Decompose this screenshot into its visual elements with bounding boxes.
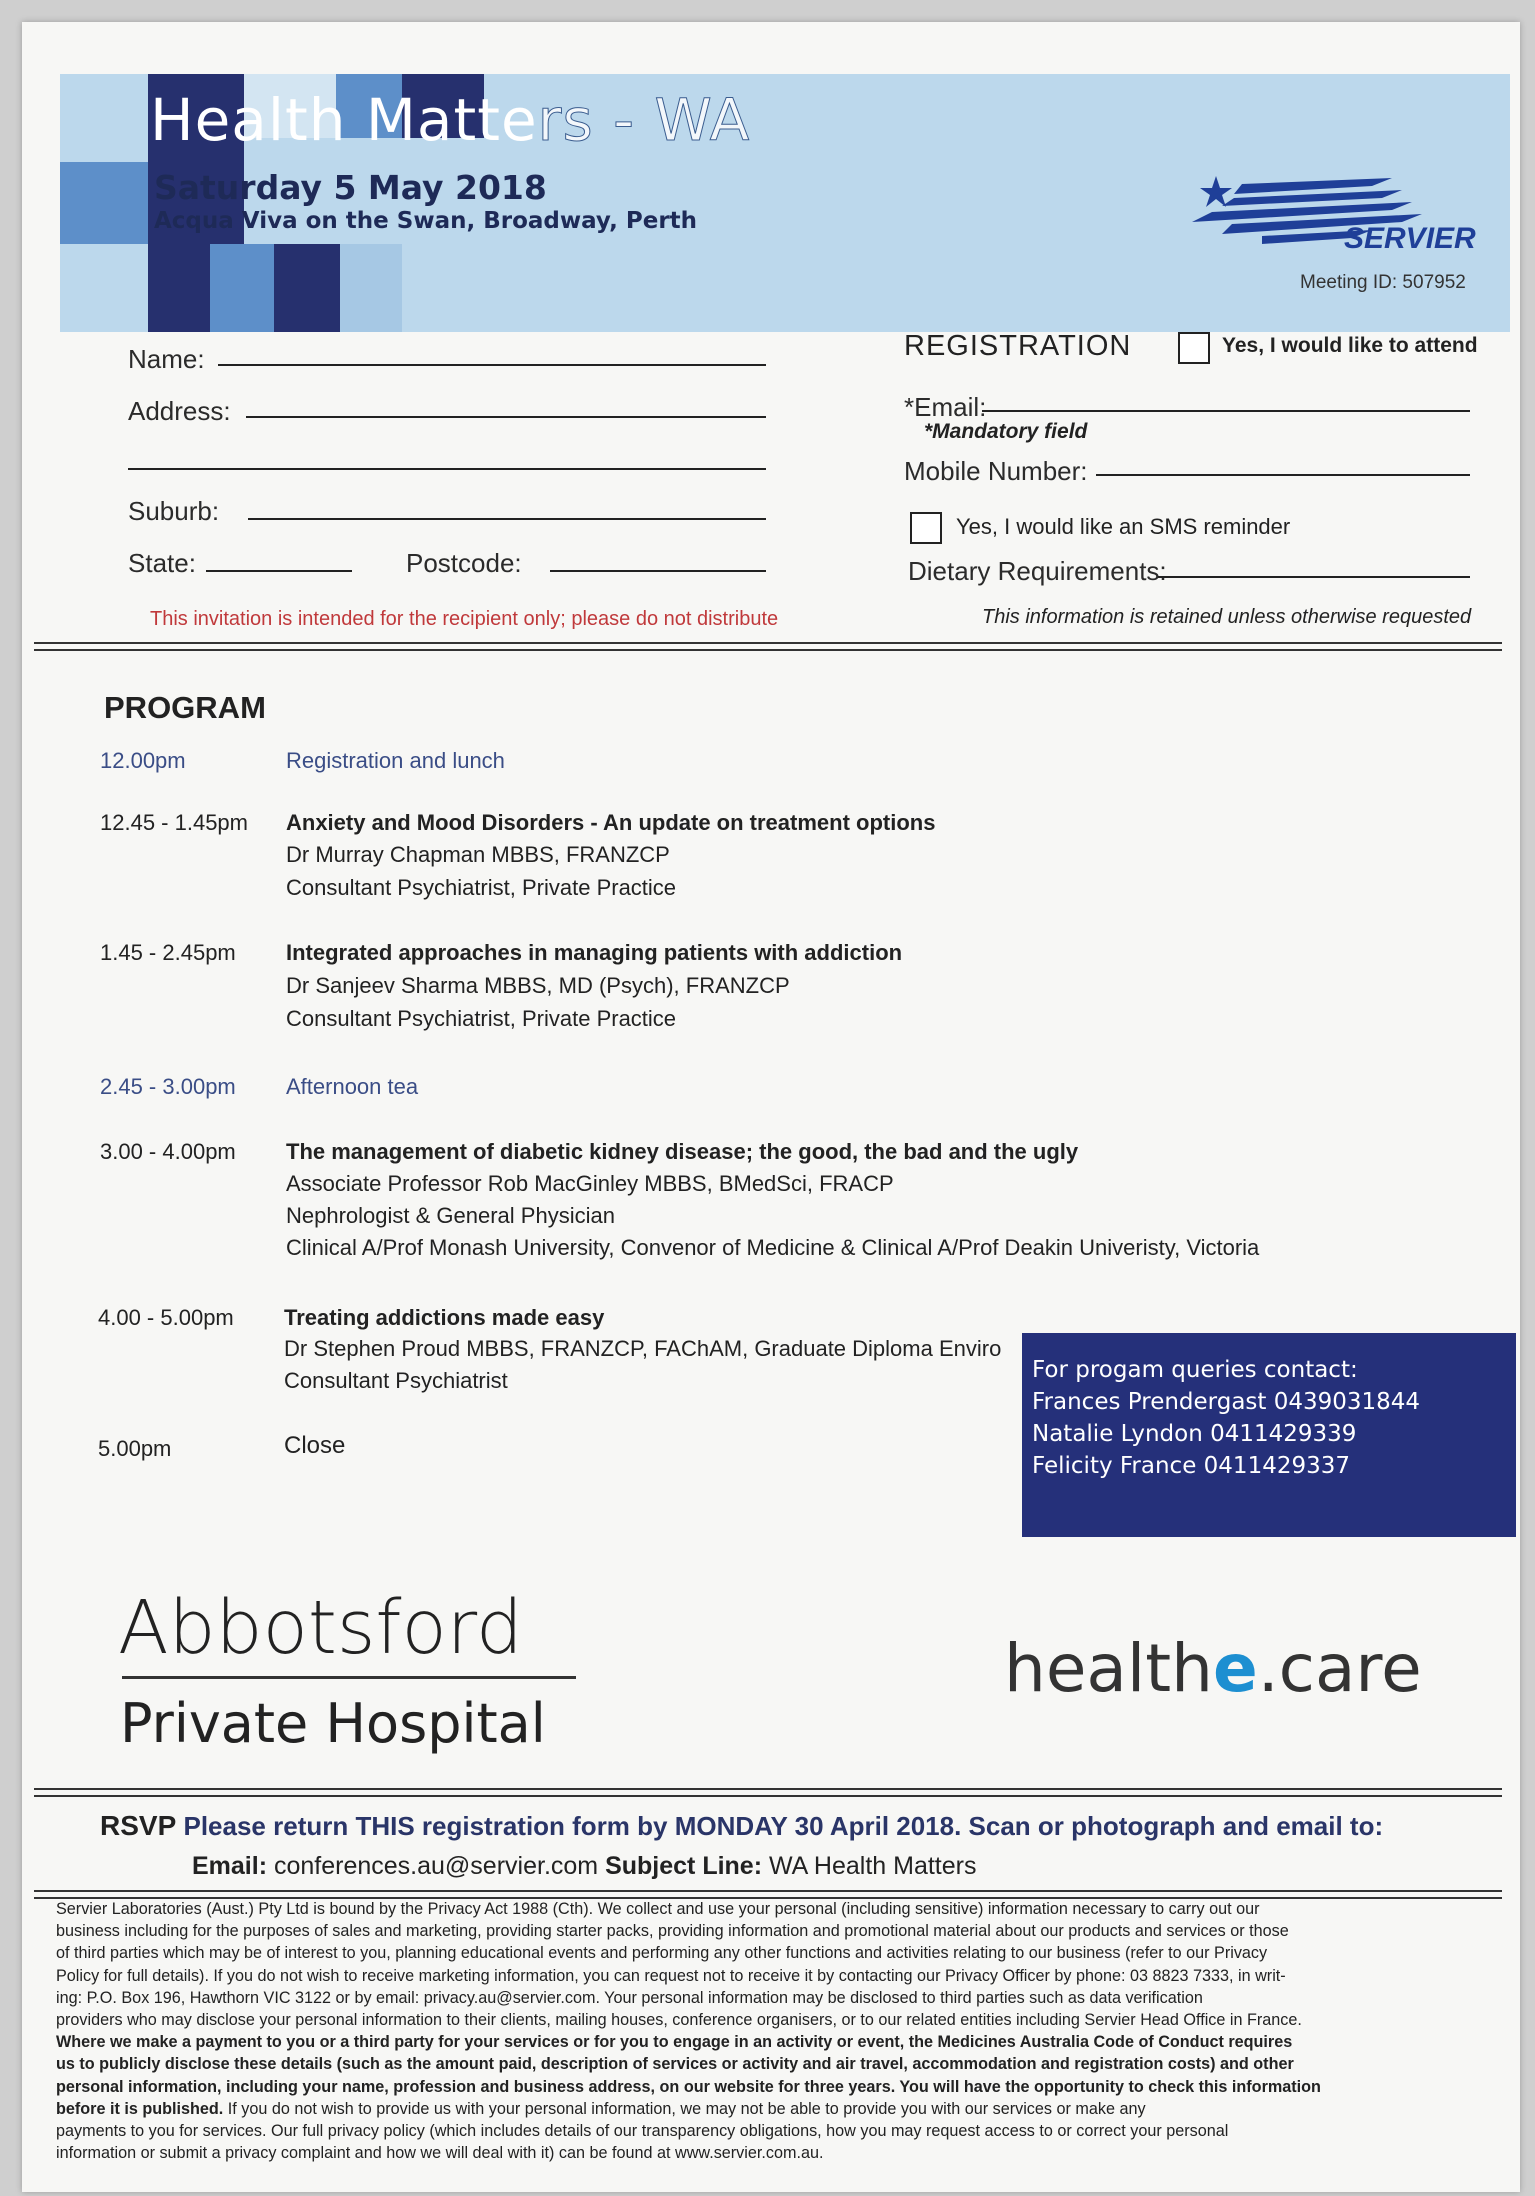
paper-sheet bbox=[22, 22, 1520, 2192]
contact-box bbox=[1022, 1333, 1516, 1537]
privacy-line: of third parties which may be of interest to you, planning educational events and performing any other functions and activities relating to our business (refer to our Privacy bbox=[56, 1944, 1268, 1963]
abbotsford-logo-sub: Private Hospital bbox=[120, 1692, 546, 1755]
program-line: Dr Sanjeev Sharma MBBS, MD (Psych), FRANZCP bbox=[286, 973, 790, 998]
privacy-line-part: before it is published. bbox=[56, 2099, 224, 2118]
program-time: 12.00pm bbox=[100, 748, 186, 773]
banner-square bbox=[340, 244, 402, 332]
name-field[interactable] bbox=[218, 364, 766, 366]
abbotsford-logo-rule bbox=[122, 1676, 576, 1679]
program-time: 2.45 - 3.00pm bbox=[100, 1074, 236, 1099]
section-divider bbox=[34, 642, 1502, 651]
banner-square bbox=[210, 244, 274, 332]
servier-logo-text: SERVIER bbox=[1344, 222, 1476, 255]
event-title-part: rs - WA bbox=[537, 86, 751, 154]
mandatory-note: *Mandatory field bbox=[924, 420, 1088, 443]
program-line: Registration and lunch bbox=[286, 748, 505, 773]
privacy-line: Where we make a payment to you or a third party for your services or for you to engage in an activity or event, the Medicines Australia Code of Conduct requires bbox=[56, 2033, 1293, 2052]
name-label: Name: bbox=[128, 344, 205, 374]
program-session-title: Anxiety and Mood Disorders - An update on treatment options bbox=[286, 810, 936, 835]
privacy-line bbox=[56, 2098, 1516, 2120]
event-title bbox=[150, 86, 750, 154]
program-time: 4.00 - 5.00pm bbox=[98, 1305, 234, 1330]
rsvp-email-label: Email: bbox=[192, 1852, 268, 1880]
address-field[interactable] bbox=[246, 416, 766, 418]
program-line: Dr Murray Chapman MBBS, FRANZCP bbox=[286, 842, 670, 867]
healthecare-logo-e: e bbox=[1212, 1630, 1258, 1707]
event-date: Saturday 5 May 2018 bbox=[154, 168, 547, 207]
dietary-field[interactable] bbox=[1158, 576, 1470, 578]
privacy-line: us to publicly disclose these details (such as the amount paid, description of services or activity and air travel, accommodation and registration costs) and other bbox=[56, 2055, 1294, 2074]
attend-checkbox-label: Yes, I would like to attend bbox=[1222, 334, 1478, 357]
dietary-label: Dietary Requirements: bbox=[908, 556, 1167, 586]
sms-checkbox-label: Yes, I would like an SMS reminder bbox=[956, 514, 1291, 539]
program-line: Afternoon tea bbox=[286, 1074, 419, 1099]
privacy-line: business including for the purposes of sales and marketing, providing starter packs, providing information and promotional material about our products and services or those bbox=[56, 1922, 1289, 1941]
program-time: 1.45 - 2.45pm bbox=[100, 940, 236, 965]
banner-square bbox=[60, 162, 148, 244]
privacy-line: Servier Laboratories (Aust.) Pty Ltd is bound by the Privacy Act 1988 (Cth). We collect and use your personal (including sensitive) information necessary to carry out our bbox=[56, 1900, 1260, 1918]
healthecare-logo-part: health bbox=[1004, 1630, 1213, 1707]
invitation-note: This invitation is intended for the recipient only; please do not distribute bbox=[150, 608, 779, 630]
rsvp-line bbox=[100, 1810, 1383, 1842]
postcode-field[interactable] bbox=[550, 570, 766, 572]
retain-note: This information is retained unless otherwise requested bbox=[982, 606, 1472, 628]
program-line: Dr Stephen Proud MBBS, FRANZCP, FAChAM, Graduate Diploma Enviro bbox=[284, 1336, 1002, 1361]
attend-checkbox[interactable] bbox=[1178, 332, 1210, 364]
event-title-part: Health Matte bbox=[150, 86, 538, 154]
program-session-title: The management of diabetic kidney disease; the good, the bad and the ugly bbox=[286, 1139, 1079, 1164]
program-line: Associate Professor Rob MacGinley MBBS, BMedSci, FRACP bbox=[286, 1171, 894, 1196]
program-line: Close bbox=[284, 1432, 346, 1459]
servier-logo-icon bbox=[1172, 164, 1492, 274]
privacy-statement bbox=[56, 1898, 1516, 2164]
privacy-line: Policy for full details). If you do not wish to receive marketing information, you can request not to receive it by contacting our Privacy Officer by phone: 03 8823 7333, in writ- bbox=[56, 1966, 1286, 1985]
healthecare-logo bbox=[1004, 1630, 1422, 1707]
program-time: 12.45 - 1.45pm bbox=[100, 810, 248, 835]
event-venue: Acqua Viva on the Swan, Broadway, Perth bbox=[154, 208, 698, 234]
state-field[interactable] bbox=[206, 570, 352, 572]
rsvp-email-line bbox=[192, 1852, 976, 1881]
rsvp-subject-label: Subject Line: bbox=[605, 1852, 763, 1880]
program-line: Clinical A/Prof Monash University, Convenor of Medicine & Clinical A/Prof Deakin Univeristy, Victoria bbox=[286, 1235, 1260, 1260]
postcode-label: Postcode: bbox=[406, 548, 522, 578]
sms-checkbox[interactable] bbox=[910, 512, 942, 544]
program-line: Nephrologist & General Physician bbox=[286, 1203, 615, 1228]
program-heading: PROGRAM bbox=[104, 690, 266, 725]
privacy-line: ing: P.O. Box 196, Hawthorn VIC 3122 or by email: privacy.au@servier.com. Your personal information may be disclosed to third parties such as data verification bbox=[56, 1988, 1203, 2007]
email-field[interactable] bbox=[982, 410, 1470, 412]
rsvp-subject: WA Health Matters bbox=[769, 1852, 977, 1880]
rsvp-instruction: Please return THIS registration form by MONDAY 30 April 2018. Scan or photograph and email to: bbox=[183, 1811, 1384, 1841]
section-divider bbox=[34, 1788, 1502, 1797]
abbotsford-logo-name: Abbotsford bbox=[118, 1585, 523, 1671]
registration-title: REGISTRATION bbox=[904, 330, 1132, 362]
rsvp-email[interactable]: conferences.au@servier.com bbox=[273, 1852, 599, 1880]
program-session-title: Integrated approaches in managing patients with addiction bbox=[286, 940, 903, 965]
contact-person: Felicity France 0411429337 bbox=[1032, 1453, 1351, 1479]
program-line: Consultant Psychiatrist, Private Practice bbox=[286, 875, 677, 900]
privacy-line: information or submit a privacy complaint and how we will deal with it) can be found at www.servier.com.au. bbox=[56, 2144, 824, 2163]
mobile-label: Mobile Number: bbox=[904, 456, 1088, 486]
address-label: Address: bbox=[128, 396, 231, 426]
contact-person: Frances Prendergast 0439031844 bbox=[1032, 1389, 1421, 1415]
program-time: 3.00 - 4.00pm bbox=[100, 1139, 236, 1164]
privacy-line: personal information, including your name, profession and business address, on our website for three years. You will have the opportunity to check this information bbox=[56, 2077, 1321, 2096]
state-label: State: bbox=[128, 548, 196, 578]
email-label: *Email: bbox=[904, 392, 987, 422]
address-field-line2[interactable] bbox=[128, 468, 766, 470]
privacy-line: providers who may disclose your personal information to their clients, mailing houses, conference organisers, or to our related entities including Servier Head Office in France. bbox=[56, 2011, 1302, 2030]
program-time: 5.00pm bbox=[98, 1436, 172, 1461]
privacy-line: payments to you for services. Our full privacy policy (which includes details of our transparency obligations, how you may request access to or correct your personal bbox=[56, 2122, 1229, 2141]
rsvp-label: RSVP bbox=[100, 1810, 177, 1841]
program-session-title: Treating addictions made easy bbox=[284, 1305, 605, 1330]
program-line: Consultant Psychiatrist bbox=[284, 1368, 508, 1393]
contact-person: Natalie Lyndon 0411429339 bbox=[1032, 1421, 1357, 1447]
suburb-field[interactable] bbox=[248, 518, 766, 520]
privacy-line-part: If you do not wish to provide us with your personal information, we may not be able to provide you with our services or make any bbox=[223, 2099, 1146, 2118]
suburb-label: Suburb: bbox=[128, 496, 220, 526]
banner-square bbox=[274, 244, 340, 332]
banner-square bbox=[148, 244, 210, 332]
healthecare-logo-part: .care bbox=[1257, 1630, 1422, 1707]
mobile-field[interactable] bbox=[1096, 474, 1470, 476]
meeting-id: Meeting ID: 507952 bbox=[1300, 272, 1466, 293]
contact-heading: For progam queries contact: bbox=[1032, 1357, 1358, 1383]
program-line: Consultant Psychiatrist, Private Practice bbox=[286, 1006, 677, 1031]
